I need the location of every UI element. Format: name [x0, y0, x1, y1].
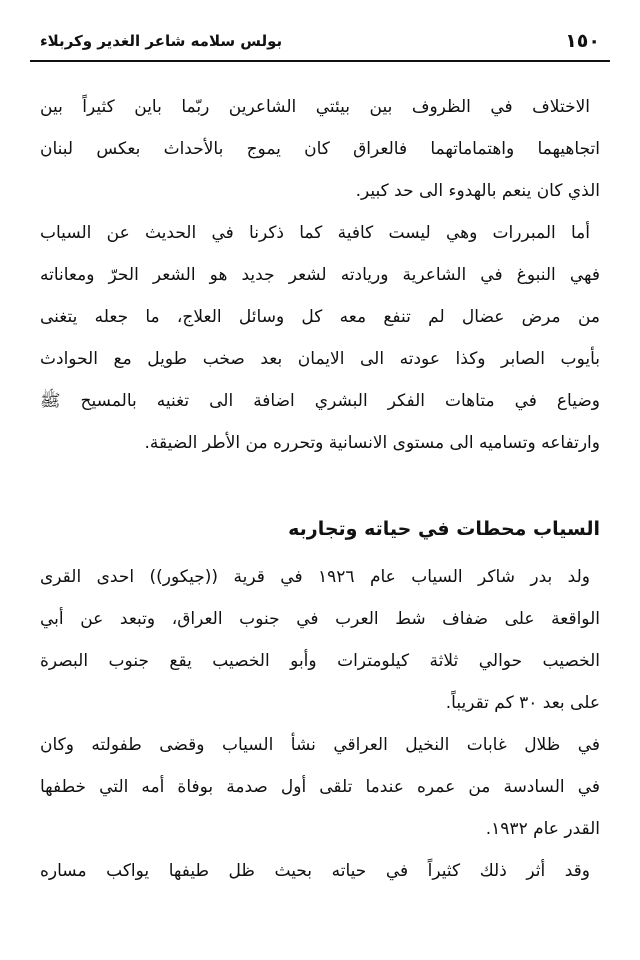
text-line: في السادسة من عمره عندما تلقى أول صدمة بوفاة أمه التي خطفها: [40, 777, 600, 797]
text-line: وارتفاعه وتساميه الى مستوى الانسانية وتحرره من الأطر الضيقة.: [144, 433, 600, 453]
running-header: [40, 26, 600, 56]
text-line: من مرض عضال لم تنفع معه كل وسائل العلاج، ما جعله يتغنى: [40, 307, 600, 327]
text-line: وضياع في متاهات الفكر البشري اضافة الى تغنيه بالمسيح ﷺ: [40, 391, 600, 411]
text-line: الذي كان ينعم بالهدوء الى حد كبير.: [355, 181, 600, 201]
text-line: الواقعة على ضفاف شط العرب في جنوب العراق، وتبعد عن أبي: [40, 609, 600, 629]
text-line: اتجاهيهما واهتماماتهما فالعراق كان يموج بالأحداث بعكس لبنان: [40, 139, 600, 159]
text-line: الاختلاف في الظروف بين بيئتي الشاعرين ربّما باين كثيراً بين: [40, 97, 590, 117]
text-line: وقد أثر ذلك كثيراً في حياته بحيث ظل طيفها يواكب مساره: [40, 861, 590, 881]
text-line: في ظلال غابات النخيل العراقي نشأ السياب وقضى طفولته وكان: [40, 735, 600, 755]
running-title: بولس سلامه شاعر الغدير وكربلاء: [40, 32, 283, 50]
page-number: ١٥٠: [565, 30, 600, 52]
header-rule: [30, 60, 610, 62]
text-line: أما المبررات وهي ليست كافية كما ذكرنا في الحديث عن السياب: [40, 223, 590, 243]
text-line: فهي النبوغ في الشاعرية وريادته لشعر جديد هو الشعر الحرّ ومعاناته: [40, 265, 600, 285]
section-heading: السياب محطات في حياته وتجاربه: [288, 518, 600, 540]
text-line: بأيوب الصابر وكذا عودته الى الايمان بعد صخب طويل مع الحوادث: [40, 349, 600, 369]
text-line: الخصيب حوالي ثلاثة كيلومترات وأبو الخصيب يقع جنوب البصرة: [40, 651, 600, 671]
text-line: على بعد ٣٠ كم تقريباً.: [445, 693, 600, 713]
text-line: ولد بدر شاكر السياب عام ١٩٢٦ في قرية ((جيكور)) احدى القرى: [40, 567, 590, 587]
text-line: القدر عام ١٩٣٢.: [485, 819, 600, 839]
